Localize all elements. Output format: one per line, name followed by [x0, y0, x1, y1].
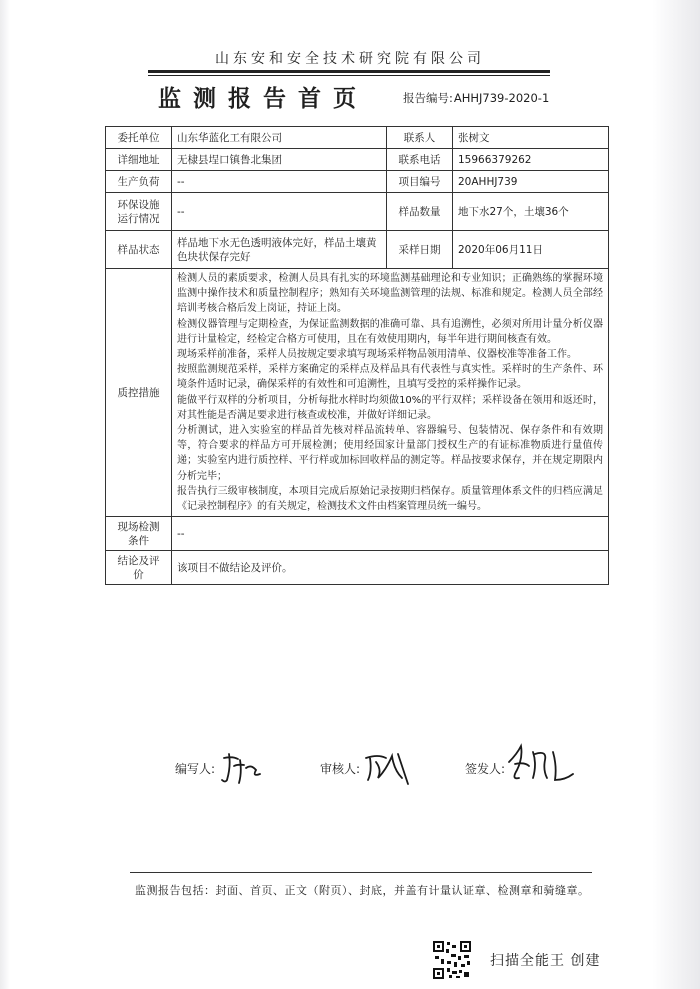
- client-label: 委托单位: [106, 127, 172, 149]
- scan-edge-right: [652, 0, 700, 989]
- header-rule-thick: [148, 70, 550, 73]
- scan-edge-left: [0, 0, 10, 989]
- env-facility-label-line2: 运行情况: [117, 212, 160, 225]
- qc-paragraph: 分析测试，进入实验室的样品首先核对样品流转单、容器编号、包装情况、保存条件和有效期等，符合要求的样品方可开展检测；使用经国家计量部门授权生产的有证标准物质进行量值传递；实验室内进行质控样、平行样或加标回收样品的测定等。样品按要求保存，并在规定期限内分析完毕；: [177, 425, 603, 482]
- table-row: [106, 551, 609, 585]
- env-facility-label-line1: 环保设施: [117, 198, 160, 211]
- qc-paragraph: 现场采样前准备，采样人员按规定要求填写现场采样物品领用清单、仪器校准等准备工作。: [177, 349, 577, 361]
- sample-state-value: 样品地下水无色透明液体完好，样品土壤黄色块状保存完好: [172, 231, 387, 269]
- client-value: 山东华蓝化工有限公司: [172, 127, 387, 149]
- scanner-watermark: 扫描全能王 创建: [490, 953, 601, 969]
- qr-code-icon: [432, 940, 472, 980]
- contact-value: 张树文: [453, 127, 609, 149]
- signature-row: [0, 752, 700, 792]
- table-row: [106, 231, 609, 269]
- qc-paragraph: 检测仪器管理与定期检查，为保证监测数据的准确可靠、具有追溯性，必须对所用计量分析仪器进行计量检定，经检定合格方可使用，且在有效使用期内，每半年进行期间核查有效。: [177, 318, 603, 345]
- reviewer-label: 审核人:: [320, 762, 361, 776]
- qc-content: [172, 269, 609, 517]
- address-label: 详细地址: [106, 149, 172, 171]
- conclusion-label-line2: 价: [133, 568, 144, 581]
- sampling-date-label: 采样日期: [387, 231, 453, 269]
- table-row: [106, 269, 609, 517]
- issuer-signature: [505, 740, 577, 788]
- header-rule-thin: [148, 75, 550, 76]
- contact-label: 联系人: [387, 127, 453, 149]
- production-label: 生产负荷: [106, 171, 172, 193]
- sampling-date-value: 2020年06月11日: [453, 231, 609, 269]
- conclusion-label-line1: 结论及评: [117, 554, 160, 567]
- report-info-table: [105, 126, 609, 585]
- qc-paragraph: 报告执行三级审核制度，本项目完成后原始记录按期归档保存。质量管理体系文件的归档应满足《记录控制程序》的有关规定，检测技术文件由档案管理员统一编号。: [177, 485, 603, 513]
- project-number-label: 项目编号: [387, 171, 453, 193]
- page-title: 监测报告首页: [158, 85, 368, 112]
- qc-paragraph: 按照监测规范采样，采样方案确定的采样点及样品具有代表性与真实性。采样时的生产条件、环境条件适时记录，确保采样的有效性和可追溯性，且填写受控的采样操作记录。: [177, 364, 603, 391]
- qc-paragraph: 检测人员的素质要求，检测人员具有扎实的环境监测基础理论和专业知识；正确熟练的掌握环境监测中操作技术和质量控制程序；熟知有关环境监测管理的法规、标准和规定。检测人员全部经培训考核合格后发上岗证，持证上岗。: [177, 273, 603, 315]
- address-value: 无棣县埕口镇鲁北集团: [172, 149, 387, 171]
- report-number-value: AHHJ739-2020-1: [453, 91, 550, 105]
- conclusion-value: 该项目不做结论及评价。: [172, 551, 609, 585]
- table-row: [106, 193, 609, 231]
- table-row: [106, 149, 609, 171]
- project-number-value: 20AHHJ739: [453, 171, 609, 193]
- report-number: [402, 90, 549, 106]
- reviewer-signature: [362, 748, 414, 788]
- env-facility-label: [106, 193, 172, 231]
- qc-label: 质控措施: [106, 269, 172, 517]
- conclusion-label: [106, 551, 172, 585]
- site-condition-label-line2: 条件: [128, 534, 149, 547]
- production-value: --: [172, 171, 387, 193]
- qc-paragraph: 能做平行双样的分析项目，分析每批水样时均须做10%的平行双样；采样设备在领用和返还时，对其性能是否满足要求进行核查或校准，并做好详细记录。: [177, 394, 603, 421]
- site-condition-label-line1: 现场检测: [117, 520, 160, 533]
- sample-state-label: 样品状态: [106, 231, 172, 269]
- report-number-label: 报告编号:: [403, 91, 453, 105]
- site-condition-value: --: [172, 517, 609, 551]
- issuer-label: 签发人:: [465, 762, 506, 776]
- writer-label: 编写人:: [175, 762, 216, 776]
- footer-note: 监测报告包括：封面、首页、正文（附页）、封底，并盖有计量认证章、检测章和骑缝章。: [135, 884, 590, 897]
- phone-label: 联系电话: [387, 149, 453, 171]
- env-facility-value: --: [172, 193, 387, 231]
- site-condition-label: [106, 517, 172, 551]
- footer-rule: [130, 872, 592, 873]
- company-name: 山东安和安全技术研究院有限公司: [215, 51, 485, 67]
- writer-signature: [218, 750, 264, 786]
- table-row: [106, 127, 609, 149]
- table-row: [106, 517, 609, 551]
- sample-quantity-value: 地下水27个，土壤36个: [453, 193, 609, 231]
- phone-value: 15966379262: [453, 149, 609, 171]
- table-row: [106, 171, 609, 193]
- sample-quantity-label: 样品数量: [387, 193, 453, 231]
